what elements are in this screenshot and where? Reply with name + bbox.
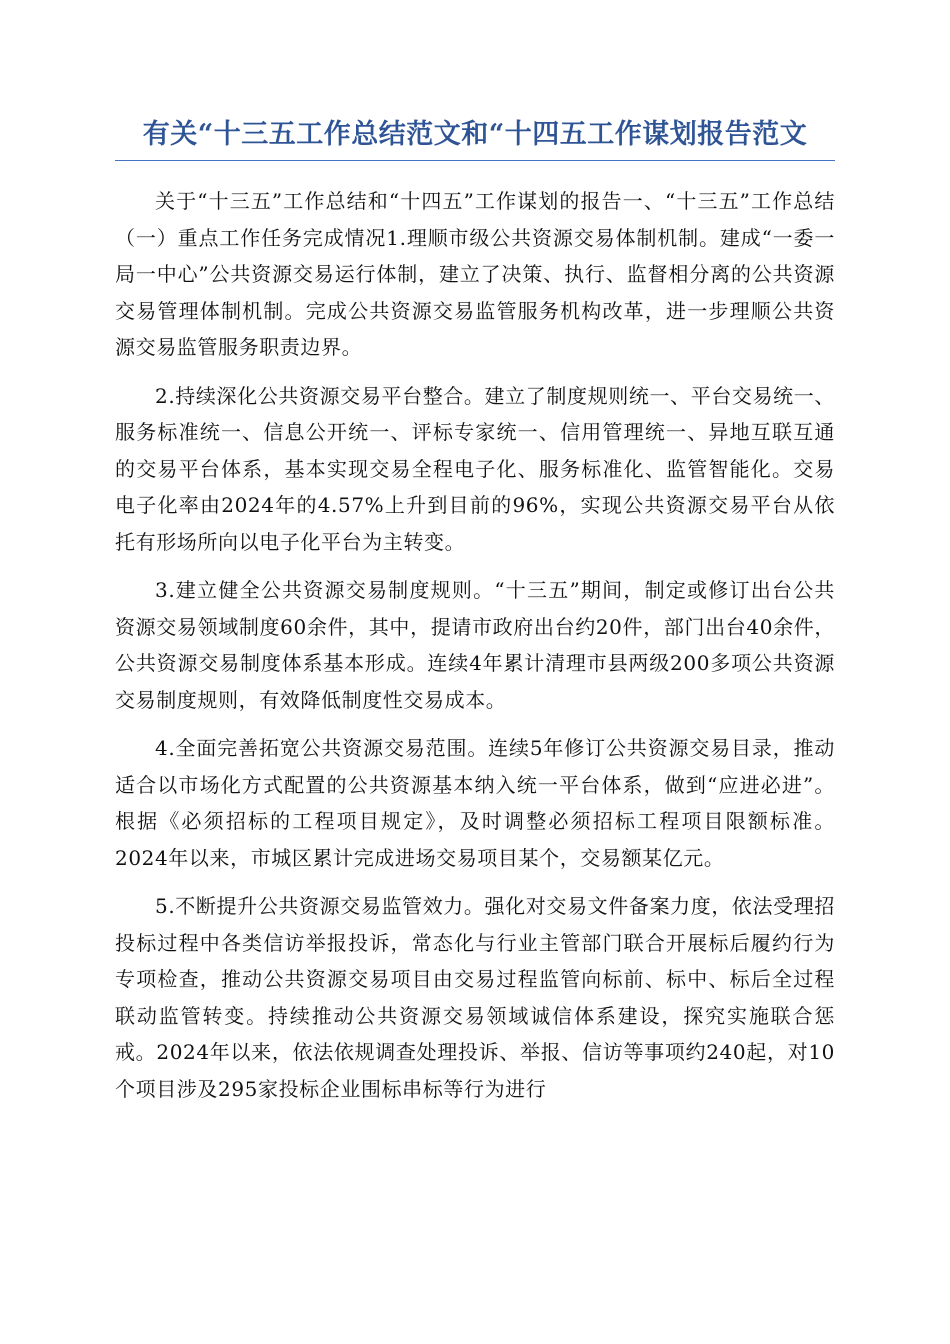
document-title: 有关“十三五工作总结范文和“十四五工作谋划报告范文 [142,119,808,150]
paragraph-5: 5.不断提升公共资源交易监管效力。强化对交易文件备案力度，依法受理招投标过程中各类信访举报投诉，常态化与行业主管部门联合开展标后履约行为专项检查，推动公共资源交易项目由交易过程监管向标前、标中、标后全过程联动监管转变。持续推动公共资源交易领域诚信体系建设，探究实施联合惩戒。2024年以来，依法依规调查处理投诉、举报、信访等事项约240起，对10个项目涉及295家投标企业围标串标等行为进行 [115,894,835,1101]
document-page [115,108,835,1119]
paragraph-1: 关于“十三五”工作总结和“十四五”工作谋划的报告一、“十三五”工作总结（一）重点工作任务完成情况1.理顺市级公共资源交易体制机制。建成“一委一局一中心”公共资源交易运行体制，建立了决策、执行、监督相分离的公共资源交易管理体制机制。完成公共资源交易监管服务机构改革，进一步理顺公共资源交易监管服务职责边界。 [115,189,835,359]
title-underline [115,160,835,161]
paragraph-4: 4.全面完善拓宽公共资源交易范围。连续5年修订公共资源交易目录，推动适合以市场化方式配置的公共资源基本纳入统一平台体系，做到“应进必进”。根据《必须招标的工程项目规定》，及时调整必须招标工程项目限额标准。2024年以来，市城区累计完成进场交易项目某个，交易额某亿元。 [115,736,835,870]
paragraph-3: 3.建立健全公共资源交易制度规则。“十三五”期间，制定或修订出台公共资源交易领域制度60余件，其中，提请市政府出台约20件，部门出台40余件，公共资源交易制度体系基本形成。连续4年累计清理市县两级200多项公共资源交易制度规则，有效降低制度性交易成本。 [115,578,835,712]
paragraph-2: 2.持续深化公共资源交易平台整合。建立了制度规则统一、平台交易统一、服务标准统一、信息公开统一、评标专家统一、信用管理统一、异地互联互通的交易平台体系，基本实现交易全程电子化、服务标准化、监管智能化。交易电子化率由2024年的4.57%上升到目前的96%，实现公共资源交易平台从依托有形场所向以电子化平台为主转变。 [115,383,835,554]
